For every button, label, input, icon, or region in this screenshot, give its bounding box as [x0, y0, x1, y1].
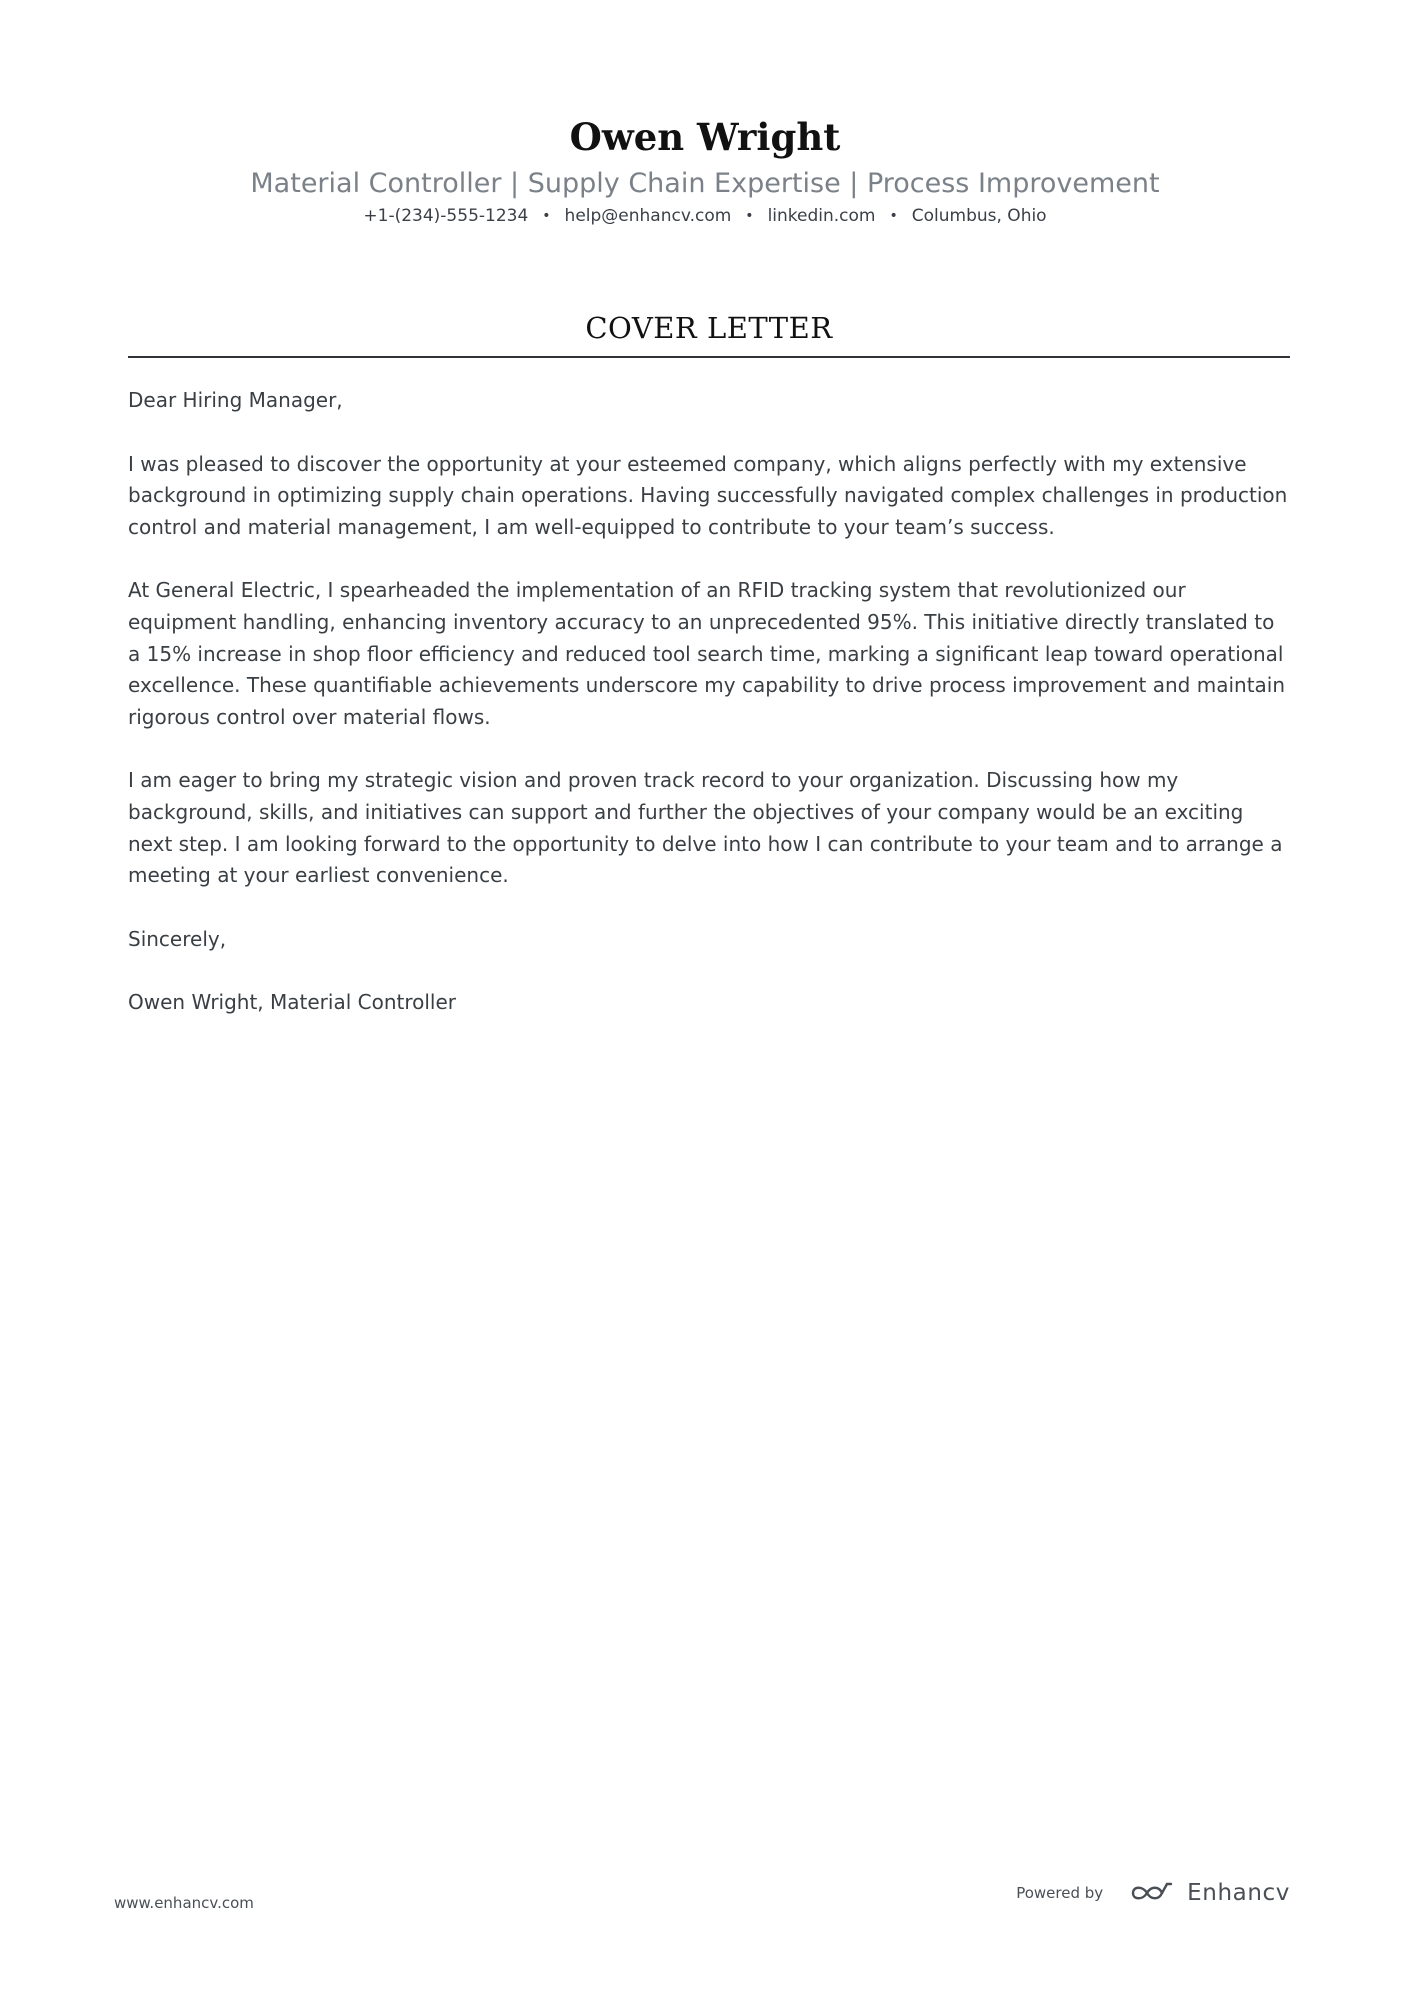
letter-paragraph: I was pleased to discover the opportunity at your esteemed company, which aligns perfectly with my extensive background in optimizing supply chain operations. Having successfully navigated complex challenges in production control and material management, I am well-equipped to contribute to your team’s success.: [128, 451, 1288, 539]
signature: Owen Wright, Material Controller: [128, 990, 457, 1015]
enhancv-logo-icon: [1129, 1880, 1175, 1906]
headline: Material Controller | Supply Chain Expertise | Process Improvement: [250, 168, 1160, 199]
powered-by-label: Powered by: [1016, 1884, 1104, 1902]
email[interactable]: help@enhancv.com: [564, 206, 732, 226]
header: [0, 112, 1410, 228]
phone: +1-(234)-555-1234: [363, 206, 529, 226]
brand-name: Enhancv: [1187, 1880, 1290, 1906]
linkedin[interactable]: linkedin.com: [767, 206, 876, 226]
letter-paragraph: At General Electric, I spearheaded the implementation of an RFID tracking system that revolutionized our equipment handling, enhancing inventory accuracy to an unprecedented 95%. This initiative directly translated to a 15% increase in shop floor efficiency and reduced tool search time, marking a significant leap toward operational excellence. These quantifiable achievements underscore my capability to drive process improvement and maintain rigorous control over material flows.: [128, 578, 1286, 729]
contact-info: [0, 205, 1410, 228]
closing: Sincerely,: [128, 926, 227, 951]
location: Columbus, Ohio: [911, 206, 1047, 226]
powered-by: [1016, 1880, 1290, 1906]
separator-dot: •: [889, 208, 898, 224]
footer-url[interactable]: www.enhancv.com: [114, 1894, 254, 1912]
letter-paragraph: I am eager to bring my strategic vision and proven track record to your organization. Discussing how my background, skills, and initiatives can support and further the objectives of your company would be an exciting next step. I am looking forward to the opportunity to delve into how I can contribute to your team and to arrange a meeting at your earliest convenience.: [128, 768, 1283, 888]
section-divider: [128, 356, 1290, 358]
letter-body: [128, 385, 1290, 1051]
separator-dot: •: [542, 208, 551, 224]
section-title: COVER LETTER: [585, 311, 833, 345]
applicant-name: Owen Wright: [569, 115, 841, 159]
separator-dot: •: [745, 208, 754, 224]
greeting: Dear Hiring Manager,: [128, 388, 343, 412]
